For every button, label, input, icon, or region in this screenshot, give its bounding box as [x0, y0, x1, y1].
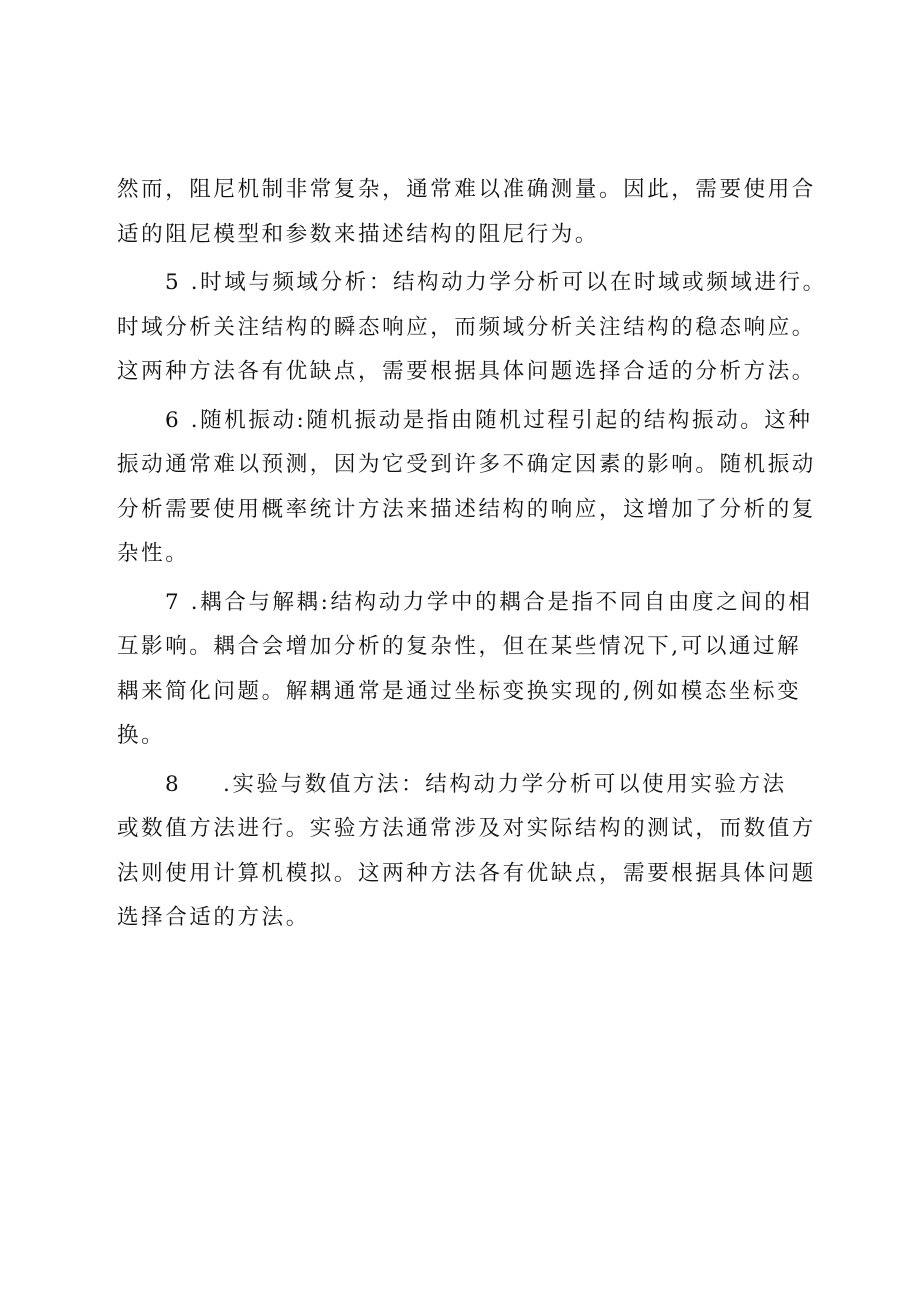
paragraph-item-5	[117, 261, 827, 395]
text-line: 互影响。耦合会增加分析的复杂性，但在某些情况下,可以通过解	[117, 634, 802, 659]
text-line: 振动通常难以预测，因为它受到许多不确定因素的影响。随机振动	[117, 452, 816, 477]
paragraph-item-7	[117, 581, 813, 759]
text-line: 耦来简化问题。解耦通常是通过坐标变换实现的,例如模态坐标变	[117, 678, 802, 704]
text-line: 杂性。	[117, 541, 190, 566]
text-line: 这两种方法各有优缺点，需要根据具体问题选择合适的分析方法。	[117, 359, 816, 384]
text-line: 分析需要使用概率统计方法来描述结构的响应，这增加了分析的复	[117, 496, 816, 522]
text-line	[117, 581, 813, 626]
text-run: .耦合与解耦:结构动力学中的耦合是指不同自由度之间的相	[181, 589, 813, 615]
text-run: .实验与数值方法：结构动力学分析可以使用实验方法	[223, 771, 787, 797]
text-run: .时域与频域分析：结构动力学分析可以在时域或频域进行。	[181, 270, 827, 295]
text-line: 然而，阻尼机制非常复杂，通常难以准确测量。因此，需要使用合	[117, 177, 816, 202]
paragraph-damping	[117, 168, 816, 257]
text-line: 换。	[117, 723, 166, 748]
list-number: 7	[165, 589, 182, 615]
text-line: 时域分析关注结构的瞬态响应，而频域分析关注结构的稳态响应。	[117, 314, 816, 340]
text-line: 适的阻尼模型和参数来描述结构的阻尼行为。	[117, 221, 600, 247]
list-number: 8	[165, 771, 182, 797]
text-line: 或数值方法进行。实验方法通常涉及对实际结构的测试，而数值方	[117, 816, 816, 841]
text-line: 选择合适的方法。	[117, 905, 310, 930]
text-run: .随机振动:随机振动是指由随机过程引起的结构振动。这种	[181, 407, 813, 433]
text-line	[117, 399, 813, 444]
paragraph-item-6	[117, 399, 816, 577]
paragraph-item-8	[117, 763, 816, 941]
text-line	[117, 261, 827, 306]
list-number: 6	[165, 407, 182, 433]
text-line	[117, 763, 797, 808]
list-number: 5	[165, 270, 182, 295]
document-body	[117, 168, 827, 941]
text-line: 法则使用计算机模拟。这两种方法各有优缺点，需要根据具体问题	[117, 860, 816, 886]
